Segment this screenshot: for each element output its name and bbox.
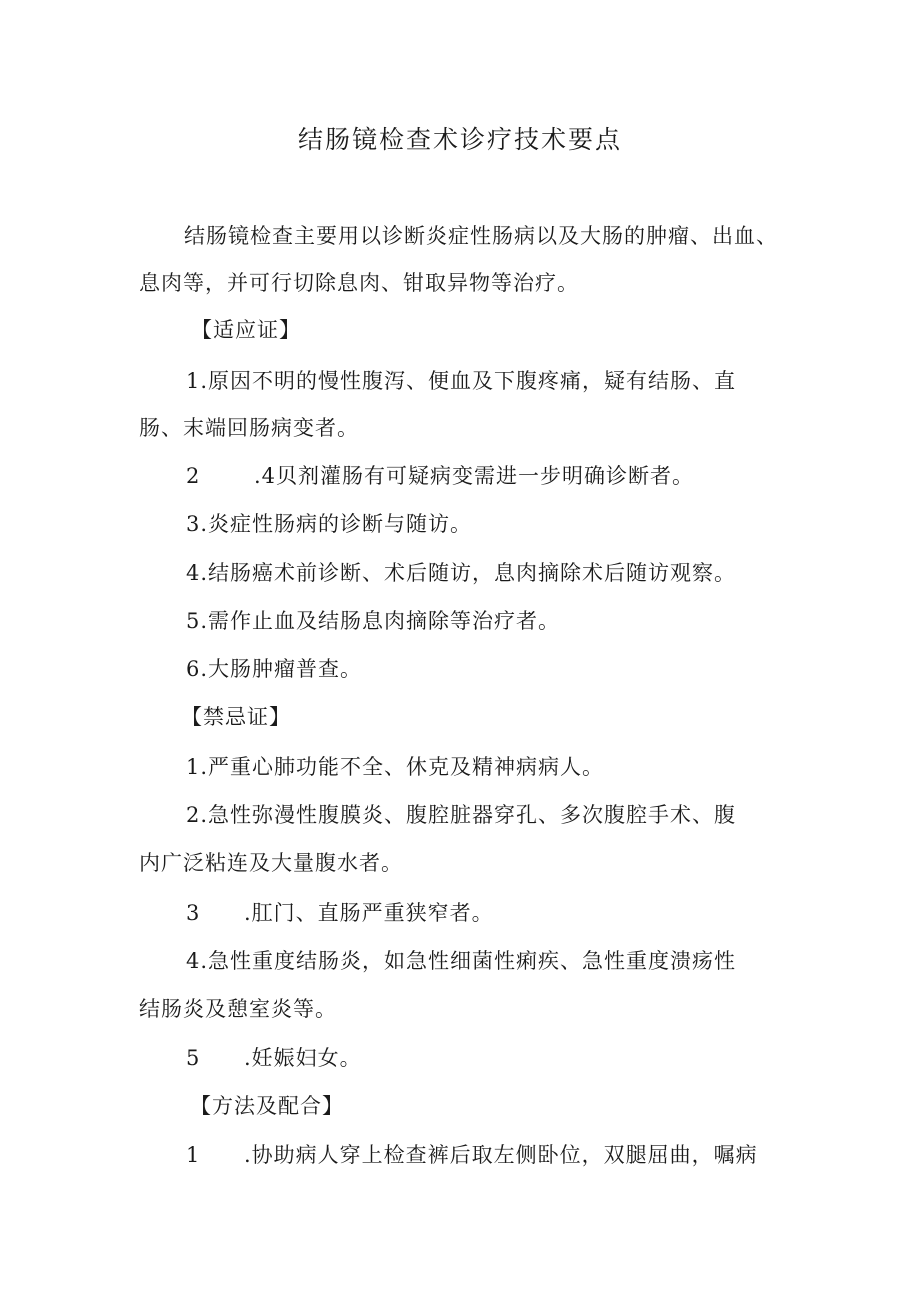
item-text: .炎症性肠病的诊断与随访。	[200, 512, 473, 536]
item-number: 1	[186, 369, 201, 393]
item-number: 3	[186, 512, 201, 536]
item-number: 3	[186, 901, 201, 925]
contraindication-item-2	[186, 800, 736, 830]
contraindication-item-4	[186, 946, 736, 976]
contraindications-heading: 【禁忌证】	[181, 705, 291, 729]
contraindication-item-5	[186, 1043, 362, 1073]
method-item-1	[186, 1140, 758, 1170]
item-text: .需作止血及结肠息肉摘除等治疗者。	[200, 609, 561, 633]
intro-line-2: 息肉等，并可行切除息肉、钳取异物等治疗。	[139, 271, 579, 295]
item-number: 2	[186, 803, 201, 827]
item-text: .大肠肿瘤普查。	[200, 657, 363, 681]
item-text: .原因不明的慢性腹泻、便血及下腹疼痛，疑有结肠、直	[200, 369, 737, 393]
item-text: .结肠癌术前诊断、术后随访，息肉摘除术后随访观察。	[200, 561, 737, 585]
item-text: .4贝剂灌肠有可疑病变需进一步明确诊断者。	[254, 464, 695, 488]
indication-item-5	[186, 606, 560, 636]
item-text: .急性重度结肠炎，如急性细菌性痢疾、急性重度溃疡性	[200, 949, 737, 973]
item-number: 4	[186, 949, 201, 973]
item-number: 5	[186, 609, 201, 633]
item-text: .急性弥漫性腹膜炎、腹腔脏器穿孔、多次腹腔手术、腹	[200, 803, 737, 827]
contraindication-item-2-cont: 内广泛粘连及大量腹水者。	[139, 851, 403, 875]
indication-item-1	[186, 366, 736, 396]
item-number: 1	[186, 1143, 201, 1167]
indication-item-6	[186, 654, 362, 684]
indication-item-1-cont: 肠、末端回肠病变者。	[139, 416, 359, 440]
item-number: 4	[186, 561, 201, 585]
contraindication-item-4-cont: 结肠炎及憩室炎等。	[139, 997, 337, 1021]
item-number: 6	[186, 657, 201, 681]
indications-heading: 【适应证】	[191, 318, 301, 342]
item-text: .妊娠妇女。	[244, 1046, 362, 1070]
intro-line-1: 结肠镜检查主要用以诊断炎症性肠病以及大肠的肿瘤、出血、	[184, 224, 778, 248]
item-text: .协助病人穿上检查裤后取左侧卧位，双腿屈曲，嘱病	[244, 1143, 758, 1167]
item-text: .肛门、直肠严重狭窄者。	[244, 901, 494, 925]
indication-item-2	[186, 461, 694, 491]
indication-item-4	[186, 558, 736, 588]
item-number: 5	[186, 1046, 201, 1070]
methods-heading: 【方法及配合】	[190, 1094, 344, 1118]
item-number: 2	[186, 464, 201, 488]
contraindication-item-3	[186, 898, 494, 928]
indication-item-3	[186, 509, 472, 539]
contraindication-item-1: 1.严重心肺功能不全、休克及精神病病人。	[186, 755, 605, 779]
document-title: 结肠镜检查术诊疗技术要点	[297, 125, 622, 154]
